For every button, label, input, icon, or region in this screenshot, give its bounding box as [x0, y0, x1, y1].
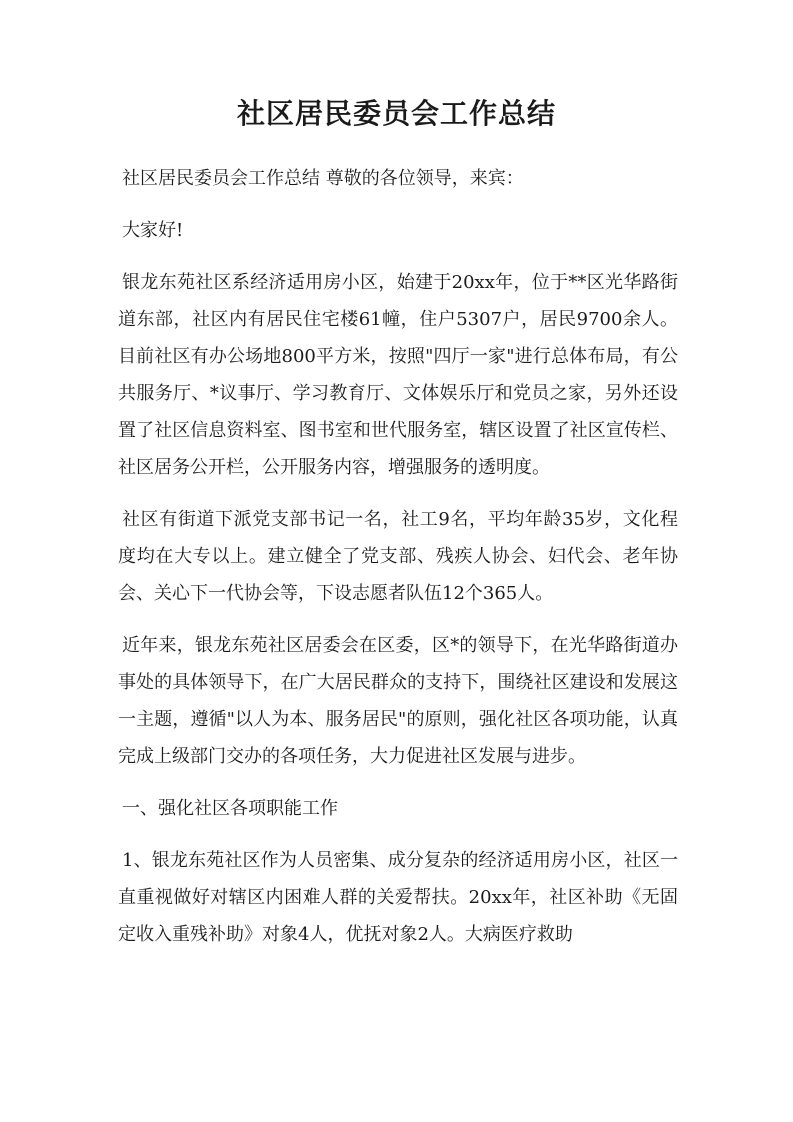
item-1-paragraph: 1、银龙东苑社区作为人员密集、成分复杂的经济适用房小区，社区一直重视做好对辖区内困难人群的关爱帮扶。20xx年，社区补助《无固定收入重残补助》对象4人，优抚对象2人。大病医疗救助	[118, 850, 678, 945]
document-body	[118, 160, 678, 968]
recent-work-paragraph: 近年来，银龙东苑社区居委会在区委，区*的领导下，在光华路街道办事处的具体领导下，在广大居民群众的支持下，围绕社区建设和发展这一主题，遵循"以人为本、服务居民"的原则，强化社区各项功能，认真完成上级部门交办的各项任务，大力促进社区发展与进步。	[118, 635, 678, 767]
document-title: 社区居民委员会工作总结	[236, 97, 556, 130]
opening-paragraph: 社区居民委员会工作总结 尊敬的各位领导，来宾：	[122, 168, 524, 189]
greeting-paragraph: 大家好!	[122, 220, 184, 241]
staff-paragraph: 社区有街道下派党支部书记一名，社工9名，平均年龄35岁，文化程度均在大专以上。建立健全了党支部、残疾人协会、妇代会、老年协会、关心下一代协会等，下设志愿者队伍12个365人。	[118, 509, 678, 604]
community-overview-paragraph: 银龙东苑社区系经济适用房小区，始建于20xx年，位于**区光华路街道东部，社区内有居民住宅楼61幢，住户5307户，居民9700余人。目前社区有办公场地800平方米，按照"四厅一家"进行总体布局，有公共服务厅、*议事厅、学习教育厅、文体娱乐厅和党员之家，另外还设置了社区信息资料室、图书室和世代服务室，辖区设置了社区宣传栏、社区居务公开栏，公开服务内容，增强服务的透明度。	[118, 272, 678, 478]
section-heading-1: 一、强化社区各项职能工作	[122, 798, 338, 819]
